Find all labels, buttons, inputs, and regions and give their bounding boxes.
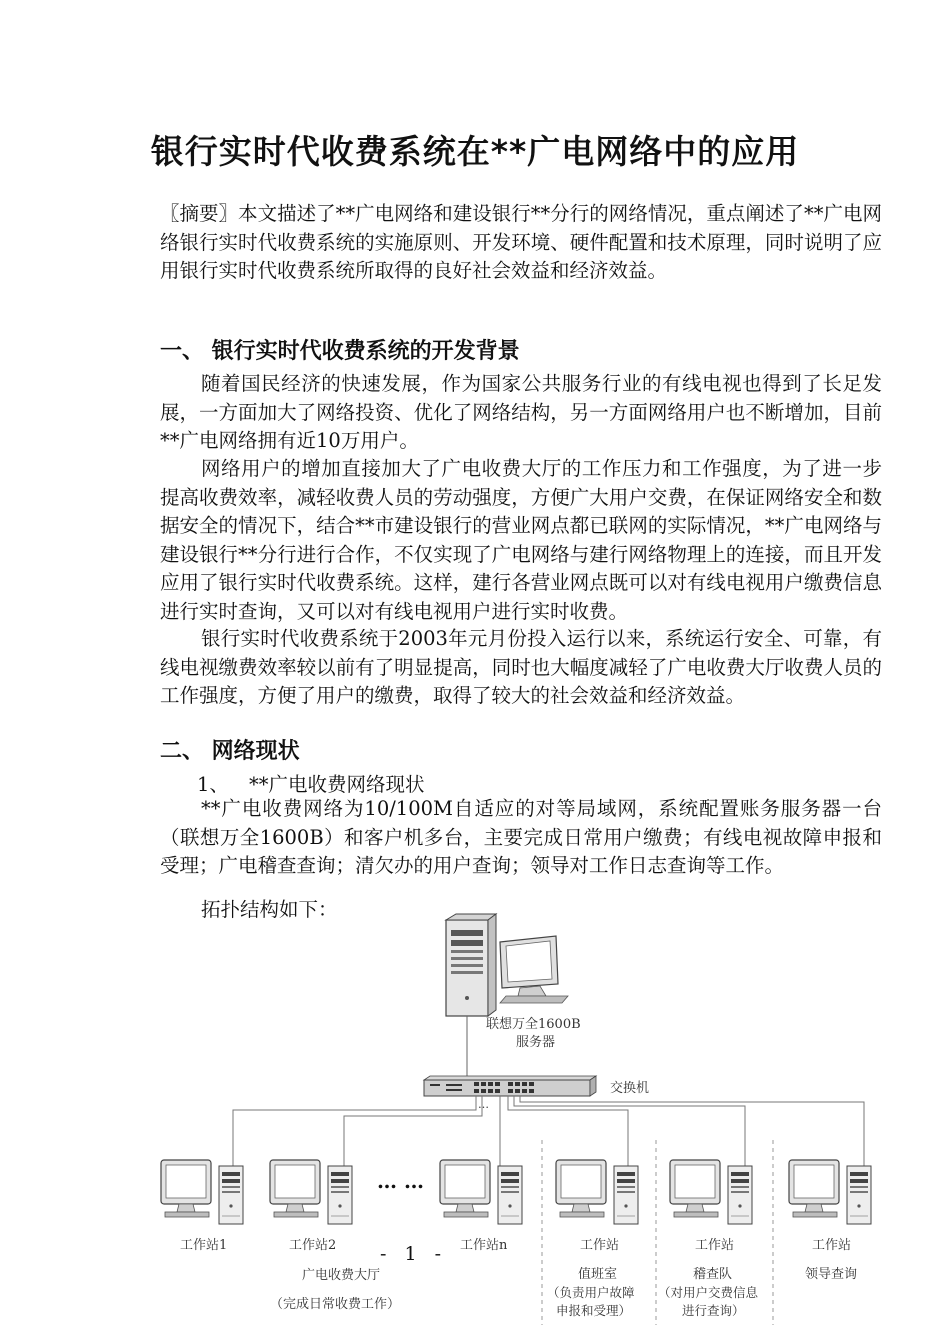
workstation-audit-icon bbox=[670, 1160, 752, 1224]
workstation-leader-label: 工作站 bbox=[812, 1238, 852, 1253]
workstation-audit-label: 工作站 bbox=[695, 1238, 735, 1253]
section-1-heading: 一、 银行实时代收费系统的开发背景 bbox=[160, 339, 520, 364]
server-icon bbox=[446, 914, 496, 1016]
subsection-1-heading bbox=[197, 769, 425, 797]
workstation-1-label: 工作站1 bbox=[180, 1238, 228, 1253]
workstation-2-label: 工作站2 bbox=[289, 1238, 337, 1253]
switch-icon bbox=[424, 1076, 596, 1096]
server-label-role: 服务器 bbox=[516, 1035, 556, 1050]
section-2-paragraph-2: 拓扑结构如下： bbox=[201, 898, 338, 921]
section-1-paragraph-1: 随着国民经济的快速发展，作为国家公共服务行业的有线电视也得到了长足发展，一方面加大了网络投资、优化了网络结构，另一方面网络用户也不断增加，目前**广电网络拥有近10万用户。 bbox=[160, 372, 882, 452]
section-2-heading: 二、 网络现状 bbox=[160, 739, 300, 764]
group-leader-label: 领导查询 bbox=[805, 1267, 858, 1282]
page-title: 银行实时代收费系统在**广电网络中的应用 bbox=[150, 132, 800, 171]
switch-label: 交换机 bbox=[610, 1081, 650, 1096]
workstation-ellipsis: … … bbox=[377, 1169, 424, 1193]
subsection-title: **广电收费网络现状 bbox=[249, 773, 425, 796]
switch-dots: … bbox=[478, 1098, 489, 1111]
group-audit-label: 稽查队 bbox=[693, 1267, 733, 1282]
network-links bbox=[233, 1096, 864, 1170]
section-2-paragraph-1: **广电收费网络为10/100M自适应的对等局域网，系统配置账务服务器一台（联想万全1600B）和客户机多台，主要完成日常用户缴费；有线电视故障申报和受理；广电稽查查询；清欠办的用户查询；领导对工作日志查询等工作。 bbox=[160, 797, 882, 877]
workstation-leader-icon bbox=[789, 1160, 871, 1224]
group-duty-desc-2: 申报和受理） bbox=[556, 1303, 632, 1318]
server-label-model: 联想万全1600B bbox=[486, 1017, 581, 1032]
abstract: 〖摘要〗本文描述了**广电网络和建设银行**分行的网络情况，重点阐述了**广电网络银行实时代收费系统的实施原则、开发环境、硬件配置和技术原理，同时说明了应用银行实时代收费系统所取得的良好社会效益和经济效益。 bbox=[160, 202, 882, 282]
workstation-1-icon bbox=[161, 1160, 243, 1224]
group-audit-desc-1: （对用户交费信息 bbox=[658, 1285, 759, 1300]
workstation-2-icon bbox=[270, 1160, 352, 1224]
server-monitor-icon bbox=[500, 936, 568, 1003]
group-audit-desc-2: 进行查询） bbox=[682, 1303, 745, 1318]
section-1-paragraph-3: 银行实时代收费系统于2003年元月份投入运行以来，系统运行安全、可靠，有线电视缴费效率较以前有了明显提高，同时也大幅度减轻了广电收费大厅收费人员的工作强度，方便了用户的缴费，取得了较大的社会效益和经济效益。 bbox=[160, 627, 882, 707]
section-1-paragraph-2: 网络用户的增加直接加大了广电收费大厅的工作压力和工作强度，为了进一步提高收费效率，减轻收费人员的劳动强度，方便广大用户交费，在保证网络安全和数据安全的情况下，结合**市建设银行的营业网点都已联网的实际情况，**广电网络与建设银行**分行进行合作，不仅实现了广电网络与建行网络物理上的连接，而且开发应用了银行实时代收费系统。这样，建行各营业网点既可以对有线电视用户缴费信息进行实时查询，又可以对有线电视用户进行实时收费。 bbox=[160, 457, 882, 623]
workstation-duty-icon bbox=[556, 1160, 638, 1224]
group-hall-label: 广电收费大厅 bbox=[302, 1268, 381, 1283]
workstation-n-label: 工作站n bbox=[460, 1238, 508, 1253]
group-duty-desc-1: （负责用户故障 bbox=[547, 1285, 635, 1300]
network-topology-diagram bbox=[150, 910, 890, 1335]
subsection-number: 1、 bbox=[197, 773, 229, 796]
workstation-n-icon bbox=[440, 1160, 522, 1224]
group-duty-label: 值班室 bbox=[578, 1267, 618, 1282]
group-hall-desc: （完成日常收费工作） bbox=[270, 1297, 401, 1312]
page-number: - 1 - bbox=[380, 1243, 448, 1265]
workstation-duty-label: 工作站 bbox=[580, 1238, 620, 1253]
